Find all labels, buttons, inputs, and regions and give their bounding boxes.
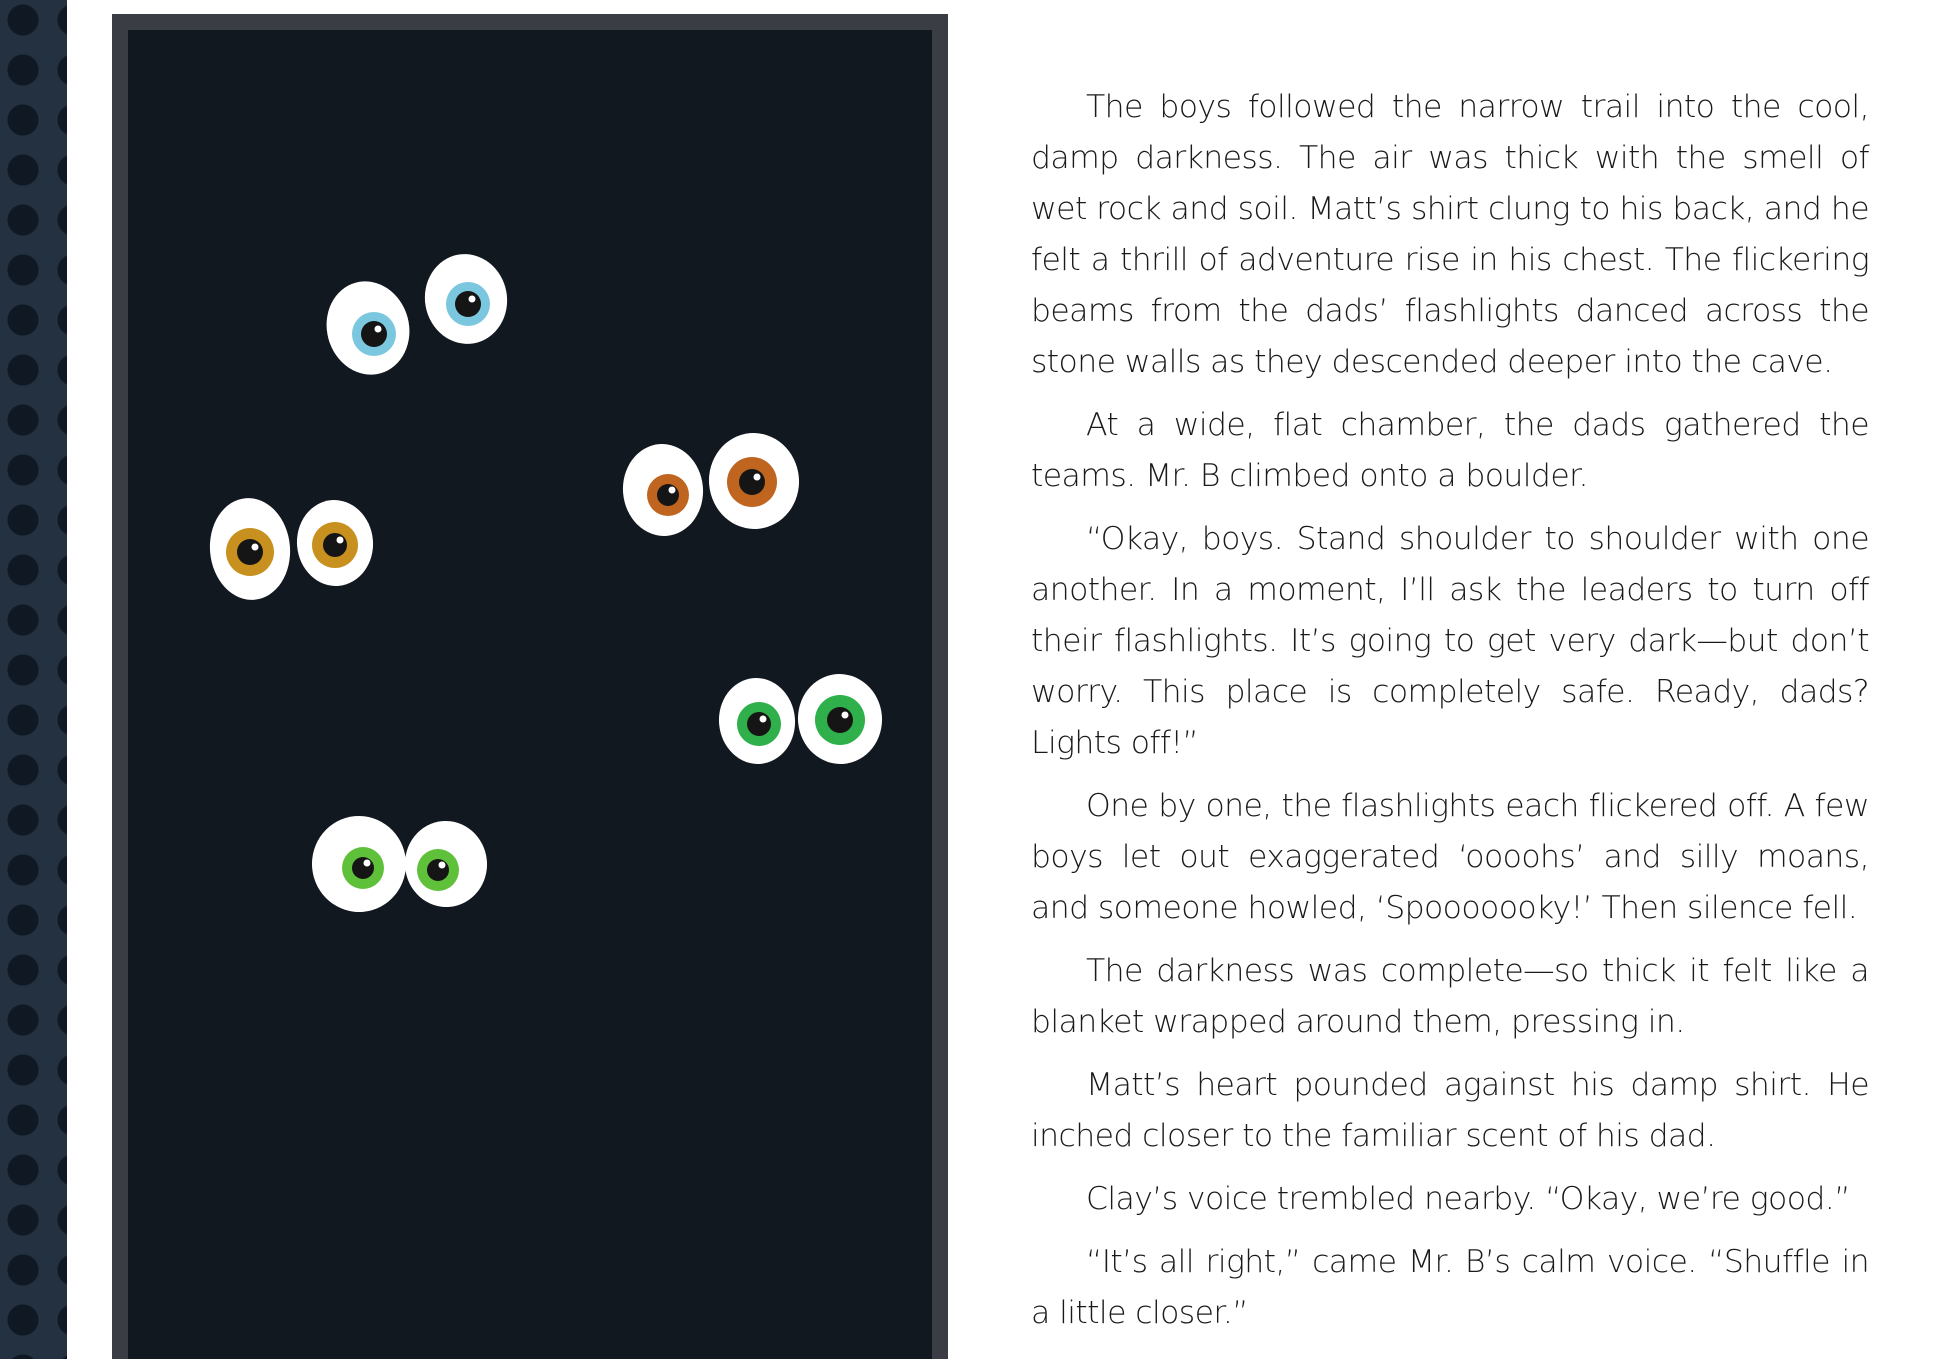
eye-icon xyxy=(401,818,490,911)
eyes-svg xyxy=(112,16,948,1359)
story-paragraph: At a wide, flat chamber, the dads gathered the teams. Mr. B climbed onto a boulder. xyxy=(1031,407,1869,494)
eye-icon xyxy=(418,248,514,351)
dotted-edge-decoration xyxy=(0,0,67,1359)
story-paragraph: The boys followed the narrow trail into the cool, damp darkness. The air was thick with the smell of wet rock and soil. Matt’s shirt clung to his back, and he felt a thrill of adventure rise in his chest. The flickering beams from the dads’ flashlights danced across the stone walls as they descended deeper into the cave. xyxy=(1031,89,1869,380)
story-paragraph: “Okay, boys. Stand shoulder to shoulder with one another. In a moment, I’ll ask the leaders to turn off their flashlights. It’s going to get very dark—but don’t worry. This place is completely safe. Ready, dads? Lights off!” xyxy=(1031,521,1869,761)
story-paragraph: Clay’s voice trembled nearby. “Okay, we’re good.” xyxy=(1086,1181,1850,1217)
eye-pair-blue xyxy=(316,248,514,384)
story-paragraph: One by one, the flashlights each flickered off. A few boys let out exaggerated ‘oooohs’ and silly moans, and someone howled, ‘Spooooooky!’ Then silence fell. xyxy=(1031,788,1869,926)
eye-icon xyxy=(308,812,410,916)
eye-icon xyxy=(794,671,886,768)
story-paragraph: The darkness was complete—so thick it felt like a blanket wrapped around them, pressing in. xyxy=(1031,953,1869,1040)
eye-pair-lime xyxy=(308,812,491,916)
eye-pair-amber xyxy=(206,495,377,604)
eye-icon xyxy=(715,675,798,767)
eye-pair-copper xyxy=(619,429,803,539)
eye-icon xyxy=(619,441,707,540)
eye-pair-green xyxy=(715,671,885,768)
story-paragraph: Matt’s heart pounded against his damp shirt. He inched closer to the familiar scent of his dad. xyxy=(1031,1067,1869,1154)
eye-icon xyxy=(705,429,803,532)
eye-icon xyxy=(293,497,376,589)
eye-icon xyxy=(316,272,420,384)
story-text xyxy=(1031,82,1869,1351)
eye-icon xyxy=(206,495,295,604)
story-paragraph: “It’s all right,” came Mr. B’s calm voice. “Shuffle in a little closer.” xyxy=(1031,1244,1869,1331)
dark-cave-illustration xyxy=(112,14,948,1359)
